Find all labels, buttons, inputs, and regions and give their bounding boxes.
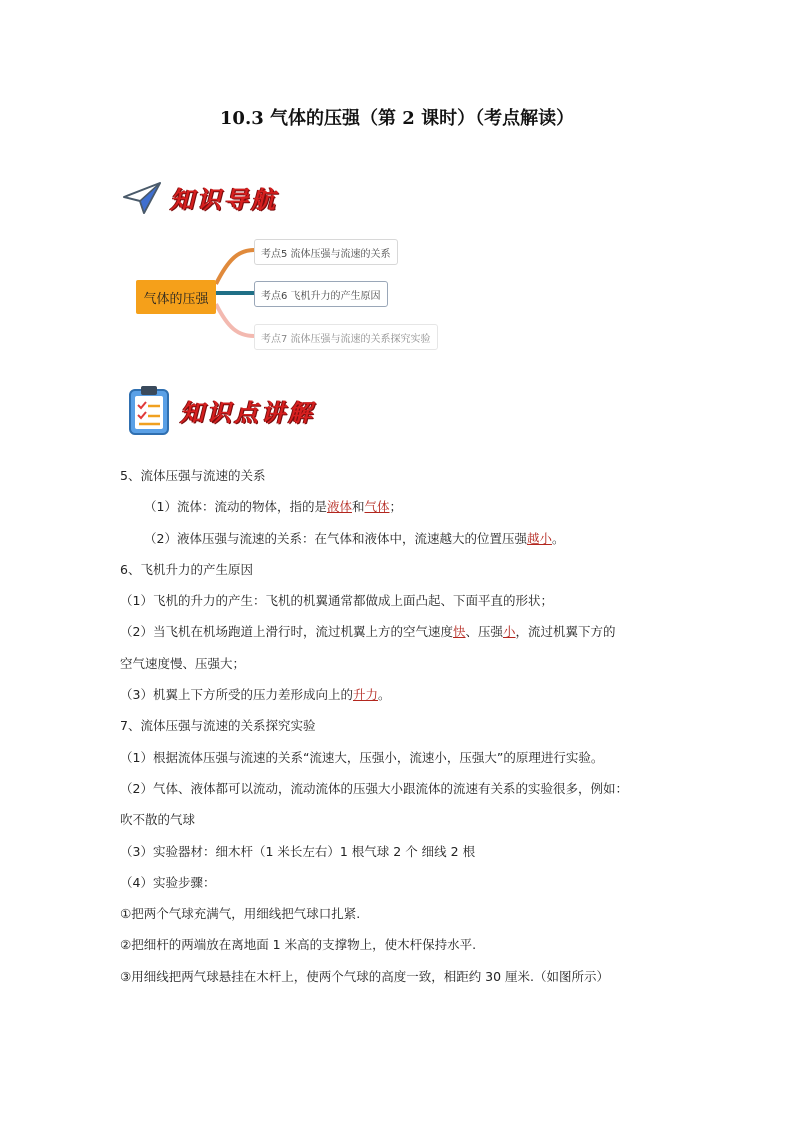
text-fragment: 。 bbox=[377, 687, 391, 703]
experiment-step-2: ②把细杆的两端放在离地面 1 米高的支撑物上，使木杆保持水平. bbox=[120, 937, 477, 953]
answer-small: 小 bbox=[503, 624, 516, 640]
text-fragment: ； bbox=[389, 499, 403, 515]
answer-fast: 快 bbox=[452, 624, 466, 640]
banner-knowledge-points bbox=[126, 384, 315, 436]
mind-map-branch-6: 考点6 飞机升力的产生原因 bbox=[254, 281, 388, 307]
mind-map-root: 气体的压强 bbox=[136, 280, 216, 314]
section-7-point-2: （2）气体、液体都可以流动，流动流体的压强大小跟流体的流速有关系的实验很多，例如： bbox=[120, 780, 628, 796]
connector-branch-3 bbox=[216, 304, 254, 336]
experiment-step-1: ①把两个气球充满气，用细线把气球口扎紧. bbox=[120, 906, 361, 922]
lesson-content bbox=[120, 466, 680, 998]
text-fragment: 。 bbox=[551, 530, 565, 546]
section-7-point-2-continued: 吹不散的气球 bbox=[120, 812, 196, 828]
text-fragment: 、压强 bbox=[465, 624, 503, 640]
answer-lift: 升力 bbox=[352, 687, 378, 703]
section-5-point-1 bbox=[120, 497, 680, 528]
banner-title-knowledge-points: 知识点讲解 bbox=[180, 397, 315, 427]
mind-map-branch-7: 考点7 流体压强与流速的关系探究实验 bbox=[254, 324, 438, 350]
mind-map bbox=[120, 230, 480, 355]
experiment-step-3: ③用细线把两气球悬挂在木杆上，使两个气球的高度一致，相距约 30 厘米.（如图所示） bbox=[120, 968, 610, 984]
text-fragment: ，流过机翼下方的 bbox=[515, 624, 616, 640]
text-fragment: 和 bbox=[351, 499, 365, 515]
connector-branch-1 bbox=[216, 250, 254, 284]
section-7-point-3: （3）实验器材：细木杆（1 米长左右）1 根气球 2 个 细线 2 根 bbox=[120, 843, 476, 859]
section-6-point-1: （1）飞机的升力的产生：飞机的机翼通常都做成上面凸起、下面平直的形状； bbox=[120, 593, 553, 609]
section-6-heading: 6、飞机升力的产生原因 bbox=[120, 561, 253, 577]
section-5-point-2 bbox=[120, 529, 680, 560]
mind-map-branch-5: 考点5 流体压强与流速的关系 bbox=[254, 239, 398, 265]
paper-plane-icon bbox=[122, 181, 162, 215]
text-fragment: （3）机翼上下方所受的压力差形成向上的 bbox=[120, 687, 353, 703]
answer-smaller: 越小 bbox=[526, 530, 552, 546]
section-7-point-4: （4）实验步骤： bbox=[120, 874, 216, 890]
section-6-point-3 bbox=[120, 685, 680, 716]
section-6-point-2-continued: 空气速度慢、压强大； bbox=[120, 655, 246, 671]
clipboard-checklist-icon bbox=[126, 384, 172, 436]
answer-liquid: 液体 bbox=[326, 499, 352, 515]
text-fragment: （2）当飞机在机场跑道上滑行时，流过机翼上方的空气速度 bbox=[120, 624, 453, 640]
banner-title-navigation: 知识导航 bbox=[170, 185, 278, 214]
section-7-point-1: （1）根据流体压强与流速的关系“流速大，压强小，流速小，压强大”的原理进行实验。 bbox=[120, 749, 604, 765]
banner-knowledge-navigation bbox=[122, 180, 278, 215]
section-6-point-2 bbox=[120, 622, 680, 653]
section-5-heading: 5、流体压强与流速的关系 bbox=[120, 468, 266, 483]
answer-gas: 气体 bbox=[364, 499, 390, 515]
section-7-heading: 7、流体压强与流速的关系探究实验 bbox=[120, 718, 316, 734]
text-fragment: （2）液体压强与流速的关系：在气体和液体中，流速越大的位置压强 bbox=[144, 530, 527, 546]
page-title: 10.3 气体的压强（第 2 课时）（考点解读） bbox=[219, 108, 575, 129]
text-fragment: （1）流体：流动的物体，指的是 bbox=[144, 499, 327, 515]
